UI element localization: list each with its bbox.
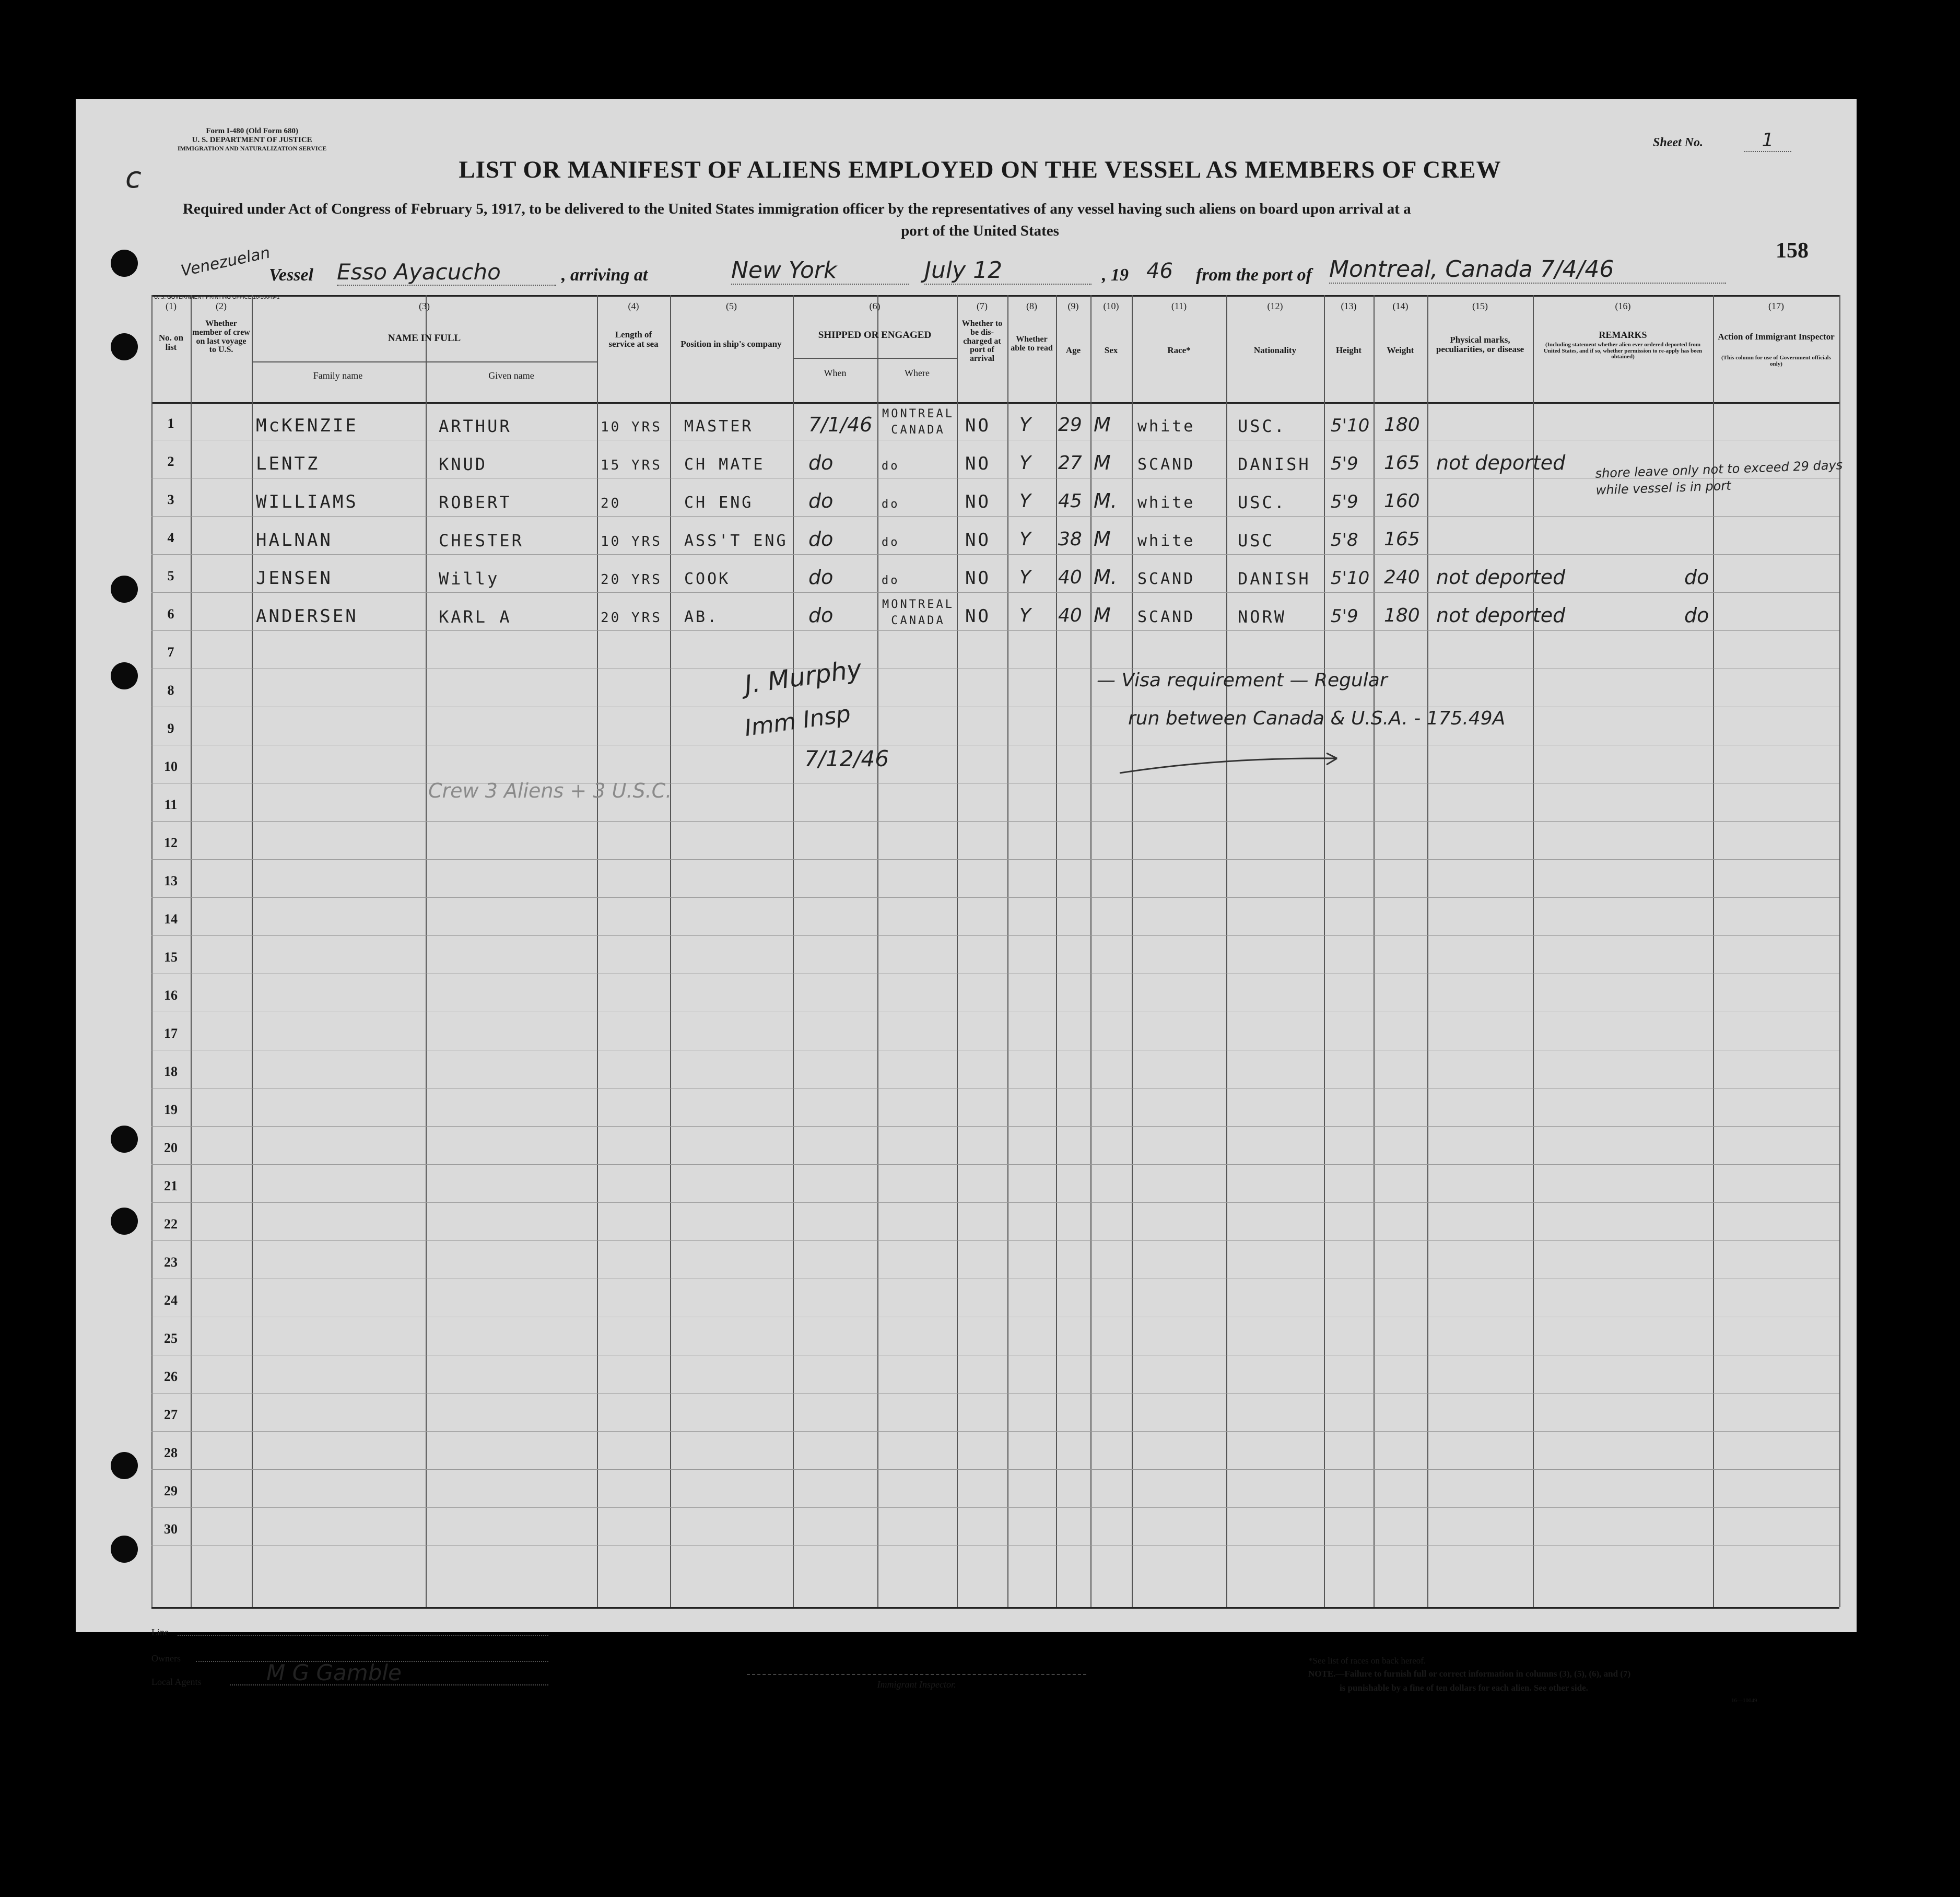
row-rule (151, 1507, 1839, 1508)
crew-height: 5'9 (1331, 453, 1358, 474)
margin-mark: c (125, 161, 142, 195)
col-line (1132, 295, 1133, 1607)
col-line (877, 295, 878, 1607)
subtitle-line-1: Required under Act of Congress of February 5, 1917, to be delivered to the United States immigration officer by the representatives of any vessel having such aliens on board upon arrival at a (183, 201, 1411, 217)
col-header-where: Where (905, 368, 930, 378)
crew-read: Y (1019, 605, 1031, 626)
crew-where: MONTREAL CANADA (882, 407, 954, 437)
vessel-name: Esso Ayacucho (337, 259, 556, 286)
row-rule (151, 859, 1839, 860)
agents-label: Local Agents (151, 1677, 202, 1687)
col-num: (4) (628, 301, 639, 311)
col-line (1007, 295, 1008, 1607)
crew-nationality: DANISH (1238, 569, 1311, 589)
crew-action: do (1684, 604, 1709, 627)
crew-height: 5'9 (1331, 606, 1358, 627)
crew-race: SCAND (1137, 455, 1195, 474)
col-header-marks: Physical marks, peculiarities, or disease (1436, 335, 1524, 354)
row-number: 3 (167, 492, 174, 507)
row-number: 16 (164, 988, 178, 1003)
note-line-1: NOTE.—Failure to furnish full or correct information in columns (3), (5), (6), and (7) (1308, 1669, 1631, 1679)
note-line-2: is punishable by a fine of ten dollars for each alien. See other side. (1340, 1683, 1588, 1693)
line-blank (178, 1635, 548, 1636)
col-header-family-name: Family name (313, 370, 363, 381)
crew-marks: not deported (1436, 451, 1566, 474)
col-header-position: Position in ship's company (680, 339, 782, 349)
col-line (1839, 295, 1840, 1607)
races-note: *See list of races on back hereof. (1308, 1656, 1426, 1666)
binder-hole-4 (111, 662, 138, 689)
row-number: 13 (164, 873, 178, 888)
form-id-block (178, 127, 326, 152)
col-num: (10) (1103, 301, 1119, 311)
row-number: 10 (164, 759, 178, 774)
row-number: 27 (164, 1407, 178, 1422)
row-number: 17 (164, 1026, 178, 1041)
row-rule (151, 1240, 1839, 1241)
form-number: Form I-480 (Old Form 680) (206, 127, 298, 135)
crew-when: do (808, 489, 834, 512)
crew-weight: 165 (1384, 452, 1420, 474)
crew-discharged: NO (965, 606, 991, 627)
row-rule (151, 630, 1839, 631)
col-num: (15) (1472, 301, 1488, 311)
crew-age: 40 (1058, 605, 1082, 626)
crew-discharged: NO (965, 491, 991, 512)
col-header-shipped: SHIPPED OR ENGAGED (818, 330, 932, 341)
col-header-action: Action of Immigrant Inspector (1718, 332, 1835, 342)
col-line (1324, 295, 1325, 1607)
col-num: (3) (419, 301, 430, 311)
row-number: 8 (167, 683, 174, 698)
row-rule (151, 554, 1839, 555)
crew-weight: 165 (1384, 529, 1420, 550)
row-number: 9 (167, 721, 174, 736)
crew-given: Willy (439, 569, 500, 589)
crew-given: ROBERT (439, 493, 512, 512)
crew-read: Y (1019, 529, 1031, 550)
crew-nationality: USC. (1238, 416, 1287, 436)
row-rule (151, 897, 1839, 898)
row-rule (151, 516, 1839, 517)
sheet-value: 1 (1744, 130, 1791, 152)
row-number: 28 (164, 1445, 178, 1460)
col-line (597, 295, 598, 1607)
crew-when: do (808, 604, 834, 627)
row-rule (151, 1545, 1839, 1546)
crew-position: AB. (684, 608, 719, 626)
row-number: 25 (164, 1331, 178, 1346)
crew-height: 5'10 (1331, 415, 1370, 436)
crew-height: 5'8 (1331, 530, 1358, 551)
crew-weight: 240 (1384, 567, 1420, 588)
col-header-remarks-note: (Including statement whether alien ever ordered deported from United States, and if so, whether permission to re-apply has been obtained) (1543, 342, 1703, 360)
crew-marks: not deported (1436, 604, 1566, 627)
col-header-weight: Weight (1387, 345, 1414, 355)
crew-discharged: NO (965, 415, 991, 436)
col-header-discharged: Whether to be dis-charged at port of arrival (961, 319, 1003, 364)
col-line (1226, 295, 1227, 1607)
col-num: (14) (1392, 301, 1409, 311)
inspector-label: Immigrant Inspector. (877, 1679, 956, 1690)
col-header-nationality: Nationality (1253, 345, 1297, 355)
vessel-flag: Venezuelan (179, 243, 272, 280)
col-num: (5) (726, 301, 737, 311)
row-number: 21 (164, 1178, 178, 1193)
crew-read: Y (1019, 567, 1031, 588)
col-num: (16) (1615, 301, 1631, 311)
col-header-age: Age (1065, 345, 1081, 355)
row-number: 15 (164, 950, 178, 965)
col-header-action-note: (This column for use of Government officials only) (1721, 355, 1831, 367)
col-header-sex: Sex (1104, 345, 1118, 355)
crew-position: CH ENG (684, 494, 754, 512)
crew-where: MONTREAL CANADA (882, 598, 954, 627)
shore-leave-note: shore leave only not to exceed 29 days while vessel is in port (1595, 458, 1843, 498)
row-number: 5 (167, 568, 174, 583)
crew-sex: M (1094, 528, 1111, 551)
from-label: from the port of (1196, 265, 1312, 285)
crew-sex: M. (1094, 489, 1117, 512)
crew-given: KNUD (439, 454, 488, 474)
row-number: 23 (164, 1255, 178, 1270)
crew-nationality: USC (1238, 531, 1274, 551)
col-header-when: When (824, 368, 847, 378)
crew-when: do (808, 451, 834, 474)
row-number: 22 (164, 1216, 178, 1232)
col-header-name: NAME IN FULL (388, 333, 461, 344)
row-rule (151, 592, 1839, 593)
crew-when: do (808, 566, 834, 589)
crew-read: Y (1019, 490, 1031, 512)
footer-code: 16—10049 (1731, 1697, 1757, 1704)
row-number: 19 (164, 1102, 178, 1117)
crew-discharged: NO (965, 530, 991, 551)
crew-given: KARL A (439, 607, 512, 627)
row-number: 1 (167, 416, 174, 431)
binder-hole-2 (111, 333, 138, 360)
printing-office: U. S. GOVERNMENT PRINTING OFFICE 16-10049-1 (154, 295, 280, 300)
crew-family: LENTZ (256, 453, 320, 474)
col-num: (6) (869, 301, 881, 311)
col-num: (2) (216, 301, 227, 311)
col-line (151, 295, 152, 1607)
col-line (670, 295, 671, 1607)
row-rule (151, 1393, 1839, 1394)
crew-service: 20 YRS (601, 572, 662, 588)
crew-action: do (1684, 566, 1709, 589)
col-num: (1) (166, 301, 177, 311)
crew-where: do (882, 460, 900, 473)
crew-discharged: NO (965, 568, 991, 589)
crew-nationality: USC. (1238, 493, 1287, 512)
table-header-bottom (151, 402, 1839, 404)
col-header-height: Height (1335, 345, 1362, 355)
visa-note-line-2: run between Canada & U.S.A. - 175.49A (1128, 708, 1506, 729)
col-header-no: No. on list (158, 333, 184, 352)
col-line (1056, 295, 1057, 1607)
row-number: 18 (164, 1064, 178, 1079)
crew-family: ANDERSEN (256, 606, 358, 627)
line-label: Line (151, 1627, 169, 1637)
row-number: 2 (167, 454, 174, 469)
col-num: (8) (1026, 301, 1037, 311)
row-rule (151, 935, 1839, 936)
crew-position: ASS'T ENG (684, 532, 788, 550)
col-line (426, 295, 427, 1607)
crew-race: white (1137, 532, 1195, 550)
page-title: LIST OR MANIFEST OF ALIENS EMPLOYED ON THE VESSEL AS MEMBERS OF CREW (459, 156, 1501, 183)
crew-race: SCAND (1137, 608, 1195, 626)
crew-sex: M. (1094, 566, 1117, 589)
inspector-signature: J. Murphy (743, 654, 864, 700)
visa-note-line-1: — Visa requirement — Regular (1097, 670, 1388, 691)
inspector-signature-title: Imm Insp (743, 700, 852, 742)
row-rule (151, 1469, 1839, 1470)
col-num: (9) (1067, 301, 1079, 311)
vessel-label: Vessel (269, 265, 313, 285)
binder-hole-5 (111, 1126, 138, 1153)
crew-position: COOK (684, 570, 731, 588)
col-num: (11) (1171, 301, 1187, 311)
table-top-border (151, 295, 1839, 297)
crew-nationality: DANISH (1238, 454, 1311, 474)
arrival-port: New York (731, 257, 909, 285)
crew-service: 10 YRS (601, 419, 662, 435)
row-number: 12 (164, 835, 178, 850)
crew-service: 20 YRS (601, 610, 662, 626)
row-number: 24 (164, 1293, 178, 1308)
crew-position: CH MATE (684, 455, 765, 474)
crew-sex: M (1094, 604, 1111, 627)
row-rule (151, 1164, 1839, 1165)
visa-note-flourish (1118, 747, 1353, 778)
owners-label: Owners (151, 1653, 181, 1664)
crew-race: white (1137, 417, 1195, 436)
department: U. S. DEPARTMENT OF JUSTICE (192, 136, 312, 145)
col-line (1374, 295, 1375, 1607)
crew-where: do (882, 498, 900, 511)
col-line (1533, 295, 1534, 1607)
year-value: 46 (1146, 259, 1173, 283)
arriving-label: , arriving at (561, 265, 648, 285)
col-num: (7) (977, 301, 988, 311)
col-line (1427, 295, 1428, 1607)
col-line (1090, 295, 1092, 1607)
crew-race: white (1137, 494, 1195, 512)
crew-family: JENSEN (256, 568, 333, 589)
binder-hole-6 (111, 1208, 138, 1235)
row-number: 7 (167, 645, 174, 660)
crew-age: 45 (1058, 490, 1082, 512)
col-num: (17) (1768, 301, 1784, 311)
crew-family: HALNAN (256, 530, 333, 551)
crew-service: 10 YRS (601, 534, 662, 549)
row-rule (151, 1202, 1839, 1203)
crew-discharged: NO (965, 453, 991, 474)
crew-service: 15 YRS (601, 458, 662, 473)
row-number: 6 (167, 606, 174, 622)
crew-weight: 180 (1384, 605, 1420, 626)
col-line (957, 295, 958, 1607)
crew-age: 27 (1058, 452, 1082, 474)
crew-age: 40 (1058, 567, 1082, 588)
crew-where: do (882, 536, 900, 549)
col-line (793, 295, 794, 1607)
crew-position: MASTER (684, 417, 754, 436)
sheet-label: Sheet No. (1653, 136, 1703, 149)
row-number: 30 (164, 1521, 178, 1537)
crew-sex: M (1094, 413, 1111, 436)
crew-height: 5'10 (1331, 568, 1370, 589)
col-header-remarks: REMARKS (1599, 330, 1647, 340)
row-number: 14 (164, 911, 178, 927)
binder-hole-7 (111, 1452, 138, 1479)
row-number: 20 (164, 1140, 178, 1155)
crew-given: CHESTER (439, 531, 524, 551)
row-number: 11 (164, 797, 178, 812)
col-num: (13) (1341, 301, 1357, 311)
year-prefix: , 19 (1102, 265, 1129, 285)
row-number: 29 (164, 1483, 178, 1498)
service-name: IMMIGRATION AND NATURALIZATION SERVICE (178, 144, 327, 152)
crew-summary-note: Crew 3 Aliens + 3 U.S.C. (428, 779, 672, 802)
crew-marks: not deported (1436, 566, 1566, 589)
row-number: 4 (167, 530, 174, 545)
arrival-date: July 12 (924, 257, 1092, 285)
crew-read: Y (1019, 452, 1031, 474)
col-header-read: Whether able to read (1011, 335, 1053, 353)
crew-when: do (808, 528, 834, 551)
crew-read: Y (1019, 414, 1031, 436)
col-line (252, 295, 253, 1607)
subtitle-line-2: port of the United States (901, 223, 1059, 239)
crew-sex: M (1094, 451, 1111, 474)
crew-height: 5'9 (1331, 491, 1358, 512)
crew-weight: 160 (1384, 490, 1420, 512)
col-header-last-voyage: Whether member of crew on last voyage to U.S. (192, 319, 250, 355)
col-num: (12) (1267, 301, 1283, 311)
page-number: 158 (1776, 239, 1809, 263)
row-number: 26 (164, 1369, 178, 1384)
col-header-race: Race* (1167, 345, 1191, 355)
crew-given: ARTHUR (439, 416, 512, 436)
crew-race: SCAND (1137, 570, 1195, 588)
agents-value: M G Gamble (266, 1660, 402, 1685)
crew-service: 20 (601, 496, 621, 511)
crew-where: do (882, 574, 900, 587)
crew-family: WILLIAMS (256, 491, 358, 512)
shipped-subheader-divider (793, 358, 957, 359)
col-header-given-name: Given name (488, 370, 534, 381)
crew-age: 29 (1058, 414, 1082, 436)
crew-family: McKENZIE (256, 415, 358, 436)
binder-hole-3 (111, 576, 138, 603)
row-rule (151, 1126, 1839, 1127)
from-port: Montreal, Canada 7/4/46 (1329, 256, 1726, 284)
inspector-blank (747, 1674, 1086, 1675)
crew-when: 7/1/46 (808, 413, 873, 436)
inspector-signature-date: 7/12/46 (804, 746, 889, 771)
col-line (191, 295, 192, 1607)
crew-nationality: NORW (1238, 607, 1287, 627)
binder-hole-1 (111, 250, 138, 277)
binder-hole-8 (111, 1536, 138, 1563)
name-subheader-divider (252, 361, 597, 362)
crew-age: 38 (1058, 529, 1082, 550)
col-header-service: Length of service at sea (608, 330, 659, 349)
row-rule (151, 821, 1839, 822)
table-bottom-border (151, 1607, 1839, 1609)
row-rule (151, 1431, 1839, 1432)
crew-weight: 180 (1384, 414, 1420, 436)
